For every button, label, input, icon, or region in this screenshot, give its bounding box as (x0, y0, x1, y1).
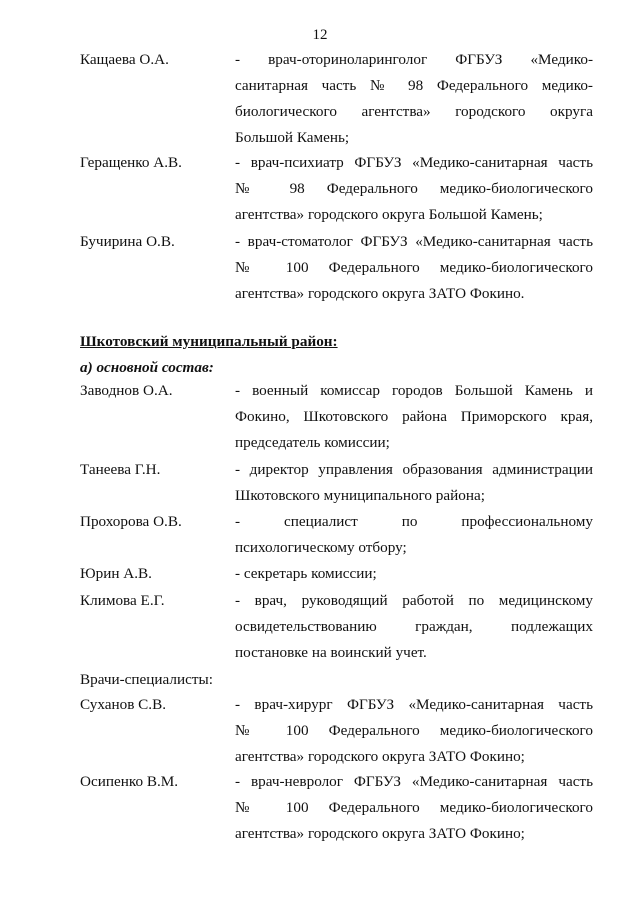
role-line: Большой Камень; (235, 129, 350, 146)
role-line: - врач-невролог ФГБУЗ «Медико-санитарная часть (235, 773, 593, 790)
role-line: - врач, руководящий работой по медицинскому (235, 592, 593, 609)
role-line: Шкотовского муниципального района; (235, 487, 485, 504)
role-line: - военный комиссар городов Большой Камень и (235, 382, 593, 399)
role-line: № 100 Федерального медико-биологического (235, 259, 593, 276)
person-name: Бучирина О.В. (80, 233, 175, 250)
role-line: биологического агентства» городского округа (235, 103, 593, 120)
specialists-label: Врачи-специалисты: (80, 671, 213, 688)
role-line: председатель комиссии; (235, 434, 390, 451)
person-name: Климова Е.Г. (80, 592, 165, 609)
role-line: агентства» городского округа Большой Камень; (235, 206, 543, 223)
role-line: - врач-стоматолог ФГБУЗ «Медико-санитарная часть (235, 233, 593, 250)
role-line: агентства» городского округа ЗАТО Фокино. (235, 285, 525, 302)
person-name: Суханов С.В. (80, 696, 167, 713)
subsection-title: а) основной состав: (80, 359, 214, 376)
role-line: - врач-оториноларинголог ФГБУЗ «Медико- (235, 51, 593, 68)
person-name: Кащаева О.А. (80, 51, 169, 68)
role-line: № 98 Федерального медико-биологического (235, 180, 593, 197)
role-line: № 100 Федерального медико-биологического (235, 799, 593, 816)
role-line: агентства» городского округа ЗАТО Фокино; (235, 748, 525, 765)
role-line: - специалист по профессиональному (235, 513, 593, 530)
role-line: постановке на воинский учет. (235, 644, 427, 661)
person-name: Прохорова О.В. (80, 513, 182, 530)
page-number: 12 (312, 27, 328, 43)
role-line: психологическому отбору; (235, 539, 407, 556)
person-name: Геращенко А.В. (80, 154, 182, 171)
person-name: Осипенко В.М. (80, 773, 179, 790)
role-line: - врач-хирург ФГБУЗ «Медико-санитарная часть (235, 696, 593, 713)
person-name: Юрин А.В. (80, 565, 152, 582)
role-line: № 100 Федерального медико-биологического (235, 722, 593, 739)
person-name: Танеева Г.Н. (80, 461, 161, 478)
role-line: санитарная часть № 98 Федерального медико- (235, 77, 593, 94)
role-line: Фокино, Шкотовского района Приморского края, (235, 408, 593, 425)
person-name: Заводнов О.А. (80, 382, 173, 399)
role-line: - врач-психиатр ФГБУЗ «Медико-санитарная часть (235, 154, 593, 171)
role-line: - секретарь комиссии; (235, 565, 377, 582)
role-line: освидетельствованию граждан, подлежащих (235, 618, 593, 635)
role-line: агентства» городского округа ЗАТО Фокино; (235, 825, 525, 842)
section-title: Шкотовский муниципальный район: (80, 333, 338, 350)
role-line: - директор управления образования администрации (235, 461, 593, 478)
